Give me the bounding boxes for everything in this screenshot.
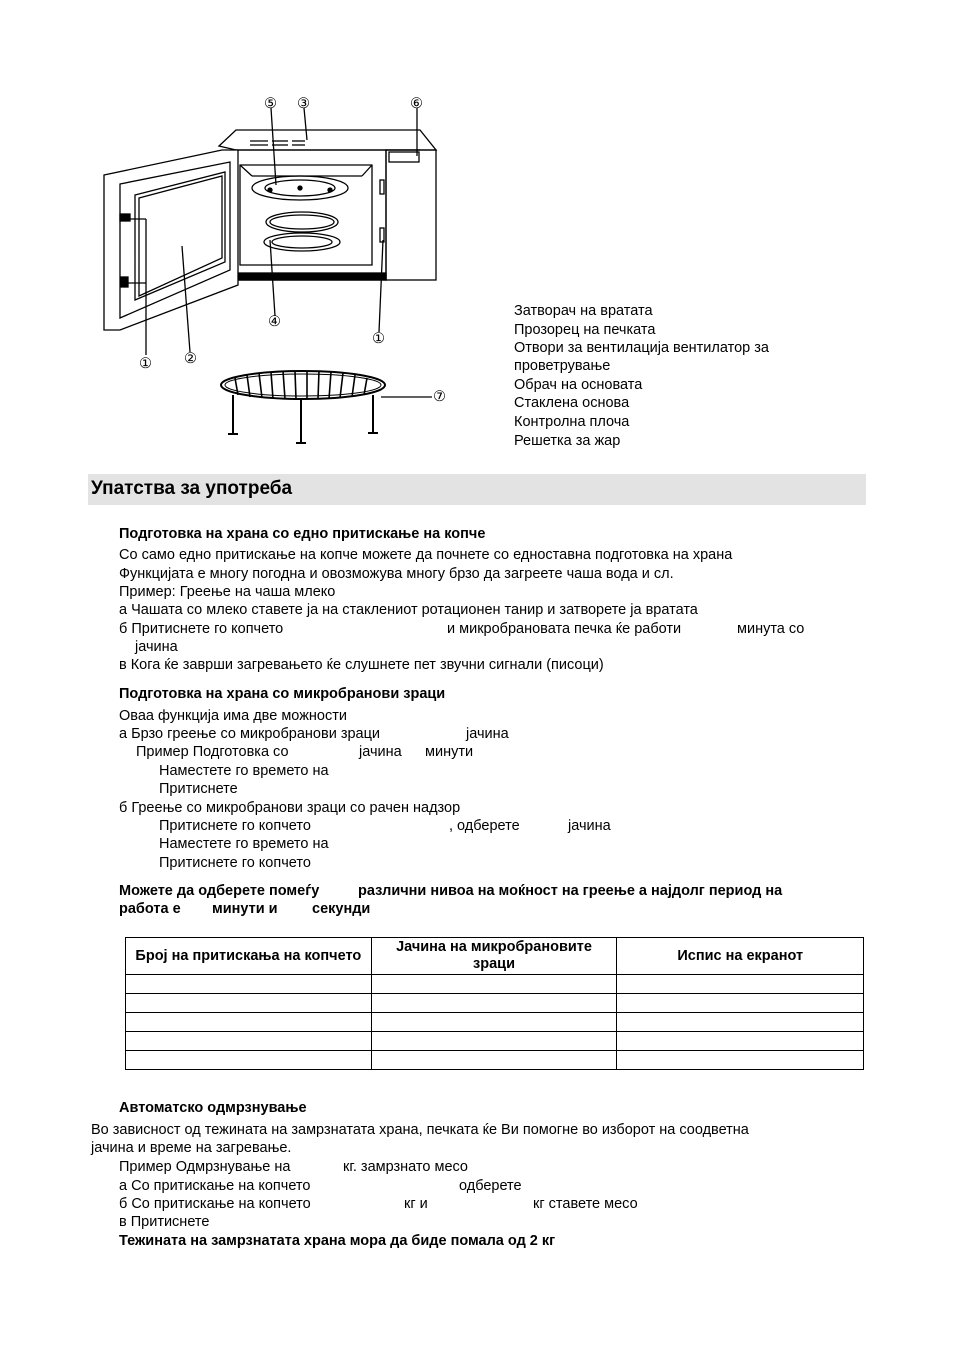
step-a: а Чашата со млеко ставете ја на стаклениот ротационен танир и затворете ја вратата [119,602,698,618]
table-cell [371,975,617,994]
callout-1-right: ① [372,331,385,347]
step-b: б Со притискање на копчето [119,1196,311,1212]
microwave-diagram [95,90,460,450]
step-c: в Кога ќе заврши загревањето ќе слушнете пет звучни сигнали (писоци) [119,657,604,673]
step-b-part: јачина [135,639,178,655]
option-b: б Греење со микробранови зраци со рачен надзор [119,800,461,816]
table-cell [371,1013,617,1032]
table-cell [617,994,864,1013]
legend-item: Решетка за жар [514,433,621,449]
example-part: кг. замрзнато месо [343,1159,468,1175]
step-b-part: и микробрановата печка ќе работи [447,621,682,637]
step-b-part: кг ставете месо [533,1196,638,1212]
column-header: Испис на екранот [617,938,864,975]
instruction-part: јачина [568,818,611,834]
section-header [88,474,866,505]
callout-7: ⑦ [433,389,446,405]
callout-5: ⑤ [264,96,277,112]
legend-item: проветрување [514,358,611,374]
legend-item: Прозорец на печката [514,322,656,338]
paragraph-line: Во зависност од тежината на замрзнатата храна, печката ќе Ви помогне во изборот на соодветна [91,1122,749,1138]
power-note-part: секунди [312,901,371,917]
callout-3: ③ [297,96,310,112]
step-a: а Со притискање на копчето [119,1178,311,1194]
example-part: јачина [359,744,402,760]
table-cell [126,994,372,1013]
instruction-line: Наместете го времето на [159,836,329,852]
column-header: Јачина на микробрановите зраци [371,938,617,975]
table-cell [126,1051,372,1070]
legend-item: Затворач на вратата [514,303,653,319]
power-note-part: различни нивоа на моќност на греење а најдолг период на [358,883,783,899]
table-cell [126,1032,372,1051]
paragraph-line: Со само едно притискање на копче можете да почнете со едноставна подготовка на храна [119,547,733,563]
legend-item: Контролна плоча [514,414,630,430]
instruction-part: , одберете [449,818,520,834]
option-a: а Брзо греење со микробранови зраци [119,726,381,742]
step-b: б Притиснете го копчето [119,621,284,637]
table-header-row [126,938,864,975]
instruction-line: Притиснете го копчето [159,855,311,871]
table-row [126,1013,864,1032]
table-row [126,1032,864,1051]
power-note: Можете да одберете помеѓу [119,883,320,899]
legend-item: Обрач на основата [514,377,643,393]
callout-2: ② [184,351,197,367]
table-cell [371,994,617,1013]
example-part: минути [425,744,474,760]
callout-1-left: ① [139,356,152,372]
instruction-line: Притиснете [159,781,238,797]
power-note-part: минути и [212,901,278,917]
defrost-note: Тежината на замрзнатата храна мора да биде помала од 2 кг [119,1233,556,1249]
example-line: Пример Одмрзнување на [119,1159,291,1175]
callout-6: ⑥ [410,96,423,112]
one-touch-heading: Подготовка на храна со едно притискање на копче [119,526,486,542]
step-b-part: кг и [404,1196,428,1212]
power-note: работа е [119,901,181,917]
table-row [126,975,864,994]
step-c: в Притиснете [119,1214,210,1230]
example-line: Пример Подготовка со [136,744,289,760]
instruction-line: Наместете го времето на [159,763,329,779]
table-row [126,1051,864,1070]
paragraph-line: Пример: Греење на чаша млеко [119,584,336,600]
table-cell [617,1013,864,1032]
table-cell [126,1013,372,1032]
column-header: Број на притискања на копчето [126,938,372,975]
table-cell [126,975,372,994]
table-cell [617,1051,864,1070]
instruction-line: Притиснете го копчето [159,818,311,834]
section-title: Упатства за употреба [91,478,293,499]
table-cell [617,975,864,994]
paragraph-line: Функцијата е многу погодна и овозможува многу брзо да загреете чаша вода и сл. [119,566,674,582]
legend-item: Стаклена основа [514,395,630,411]
step-b-part: минута со [737,621,805,637]
option-a-part: јачина [466,726,509,742]
microwave-heading: Подготовка на храна со микробранови зраци [119,686,446,702]
callout-4: ④ [268,314,281,330]
table-row [126,994,864,1013]
paragraph-line: Оваа функција има две можности [119,708,347,724]
defrost-heading: Автоматско одмрзнување [119,1100,307,1116]
table-cell [617,1032,864,1051]
power-level-table [125,937,864,1070]
step-a-part: одберете [459,1178,522,1194]
paragraph-line: јачина и време на загревање. [91,1140,292,1156]
legend-item: Отвори за вентилација вентилатор за [514,340,769,356]
table-cell [371,1051,617,1070]
table-cell [371,1032,617,1051]
